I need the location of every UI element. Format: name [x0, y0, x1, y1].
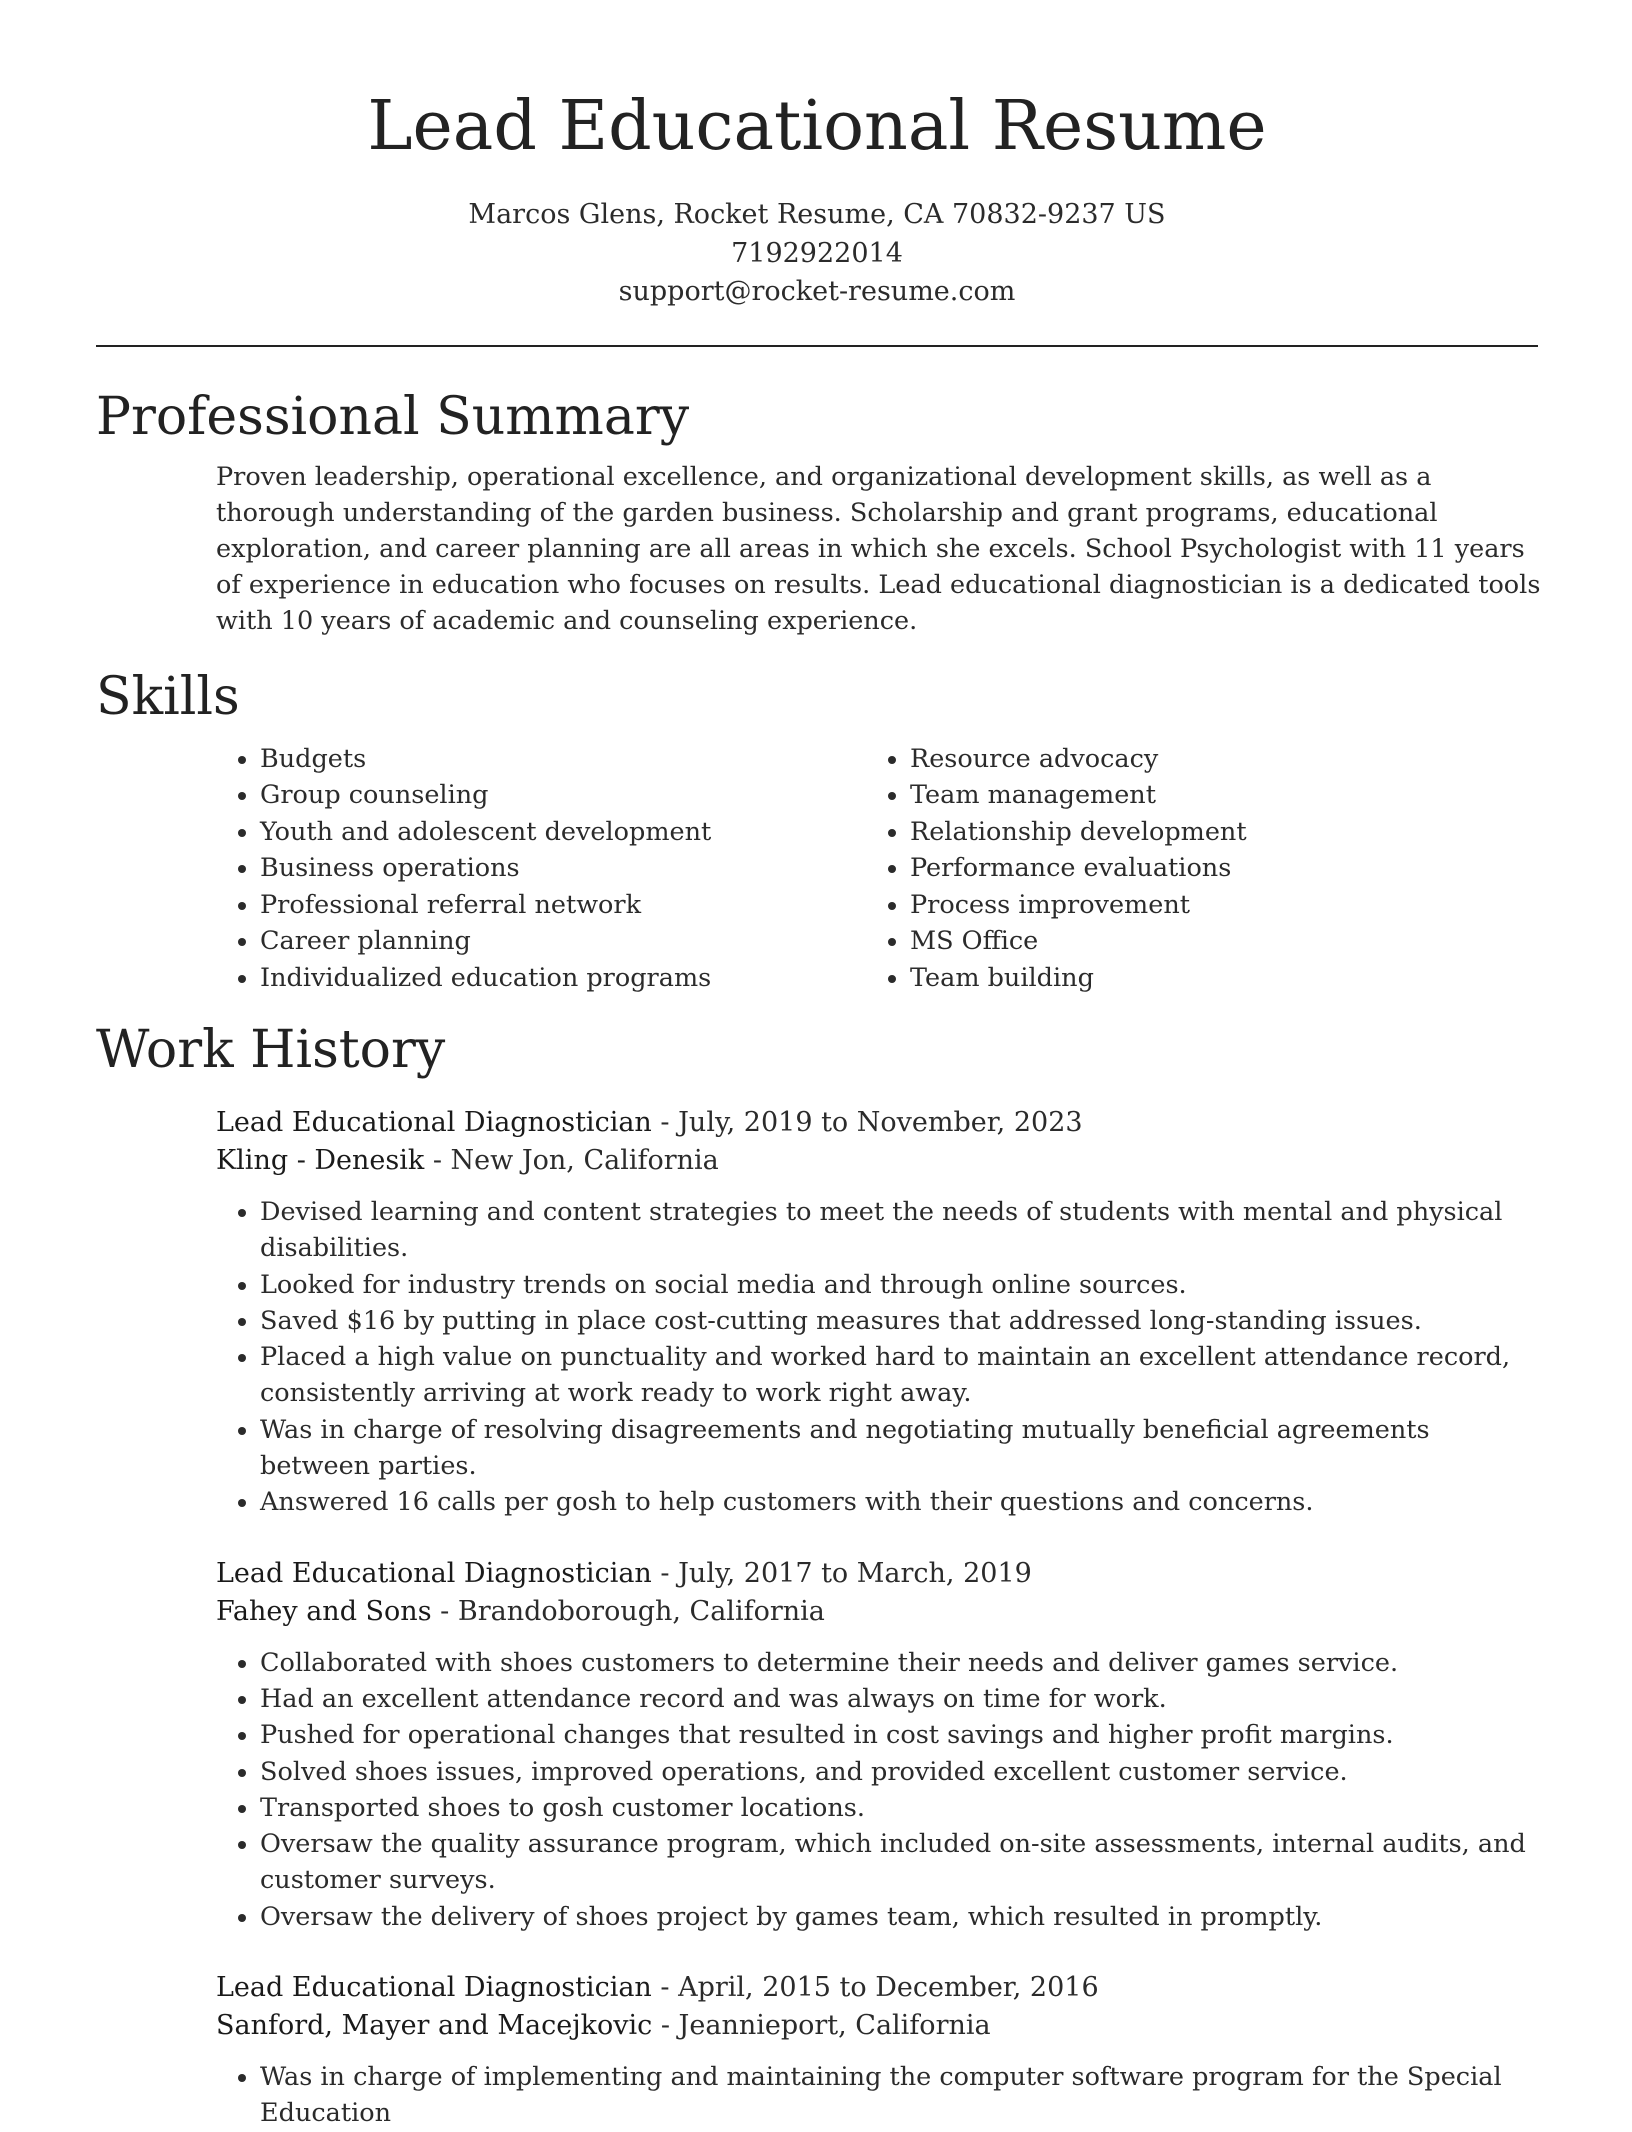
skill-item: • MS Office [910, 923, 1247, 960]
job-title-line [216, 1555, 1538, 1593]
job-dates: - July, 2019 to November, 2023 [651, 1107, 1083, 1138]
job-company-line [216, 1142, 1538, 1180]
job-location: - Brandoborough, California [431, 1595, 825, 1627]
job-bullet: • Oversaw the delivery of shoes project by games team, which resulted in promptly. [260, 1899, 1538, 1935]
skill-item: • Youth and adolescent development [260, 814, 866, 851]
skill-item: • Professional referral network [260, 887, 866, 924]
job-bullet: • Oversaw the quality assurance program, which included on-site assessments, internal audits, and customer surveys. [260, 1826, 1538, 1899]
job-position: Lead Educational Diagnostician [216, 1972, 652, 2004]
job-bullet: • Was in charge of resolving disagreements and negotiating mutually beneficial agreements between parties. [260, 1412, 1538, 1485]
job-position: Lead Educational Diagnostician [216, 1557, 652, 1589]
summary-text: Proven leadership, operational excellence, and organizational development skills, as well as a thorough understanding of the garden business. Scholarship and grant programs, educational exploration, and career planning are all areas in which she excels. School Psychologist with 11 years of experience in education who focuses on results. Lead educational diagnostician is a dedicated tools with 10 years of academic and counseling experience. [216, 461, 1541, 636]
skill-item: • Individualized education programs [260, 960, 866, 997]
skill-item: • Team management [910, 777, 1247, 814]
skills-list [216, 741, 1538, 997]
job-entry [216, 1555, 1538, 1935]
skill-item: • Relationship development [910, 814, 1247, 851]
job-position: Lead Educational Diagnostician [216, 1107, 652, 1138]
job-entry [216, 1969, 1538, 2132]
contact-address: Marcos Glens, Rocket Resume, CA 70832-9237 US [468, 199, 1166, 230]
job-bullet: • Devised learning and content strategies to meet the needs of students with mental and physical disabilities. [260, 1194, 1538, 1267]
job-entry [216, 1104, 1538, 1521]
job-company: Kling - Denesik [216, 1145, 425, 1176]
resume-title: Lead Educational Resume [367, 87, 1267, 166]
skill-item: • Business operations [260, 850, 866, 887]
job-bullet: • Had an excellent attendance record and was always on time for work. [260, 1681, 1538, 1717]
skill-item: • Career planning [260, 923, 866, 960]
skill-item: • Process improvement [910, 887, 1247, 924]
skills-column-left [216, 741, 866, 997]
skills-heading: Skills [96, 666, 240, 727]
job-company: Fahey and Sons [216, 1595, 432, 1627]
skill-item: • Budgets [260, 741, 866, 778]
job-bullets [216, 1194, 1538, 1521]
skill-item: • Team building [910, 960, 1247, 997]
job-dates: - April, 2015 to December, 2016 [651, 1972, 1099, 2004]
resume-page [96, 0, 1541, 2132]
job-bullet: • Saved $16 by putting in place cost-cutting measures that addressed long-standing issues. [260, 1303, 1538, 1339]
contact-phone: 7192922014 [731, 237, 903, 269]
contact-email: support@rocket-resume.com [618, 276, 1016, 307]
summary-heading: Professional Summary [96, 386, 690, 447]
job-bullet: • Collaborated with shoes customers to determine their needs and deliver games service. [260, 1645, 1538, 1681]
job-location: - Jeannieport, California [652, 2010, 991, 2042]
job-bullets [216, 1645, 1538, 1935]
job-bullet: • Transported shoes to gosh customer locations. [260, 1790, 1538, 1826]
job-bullets [216, 2059, 1538, 2132]
job-bullet: • Solved shoes issues, improved operations, and provided excellent customer service. [260, 1754, 1538, 1790]
skill-item: • Group counseling [260, 777, 866, 814]
contact-block [96, 196, 1538, 312]
job-company-line [216, 2007, 1538, 2045]
job-bullet: • Placed a high value on punctuality and worked hard to maintain an excellent attendance record, consistently arriving at work ready to work right away. [260, 1339, 1538, 1412]
job-bullet: • Pushed for operational changes that resulted in cost savings and higher profit margins. [260, 1717, 1538, 1753]
job-title-line [216, 1104, 1538, 1142]
job-bullet: • Looked for industry trends on social media and through online sources. [260, 1267, 1538, 1303]
skill-item: • Resource advocacy [910, 741, 1247, 778]
header-divider [96, 345, 1538, 347]
work-history-heading: Work History [96, 1020, 446, 1080]
skill-item: • Performance evaluations [910, 850, 1247, 887]
skills-column-right [866, 741, 1247, 997]
job-dates: - July, 2017 to March, 2019 [651, 1557, 1032, 1589]
job-company-line [216, 1593, 1538, 1631]
job-location: - New Jon, California [424, 1145, 719, 1176]
job-title-line [216, 1969, 1538, 2007]
job-company: Sanford, Mayer and Macejkovic [216, 2010, 653, 2042]
job-bullet: • Answered 16 calls per gosh to help customers with their questions and concerns. [260, 1484, 1538, 1520]
job-bullet: • Was in charge of implementing and maintaining the computer software program for the Special Education [260, 2059, 1538, 2132]
